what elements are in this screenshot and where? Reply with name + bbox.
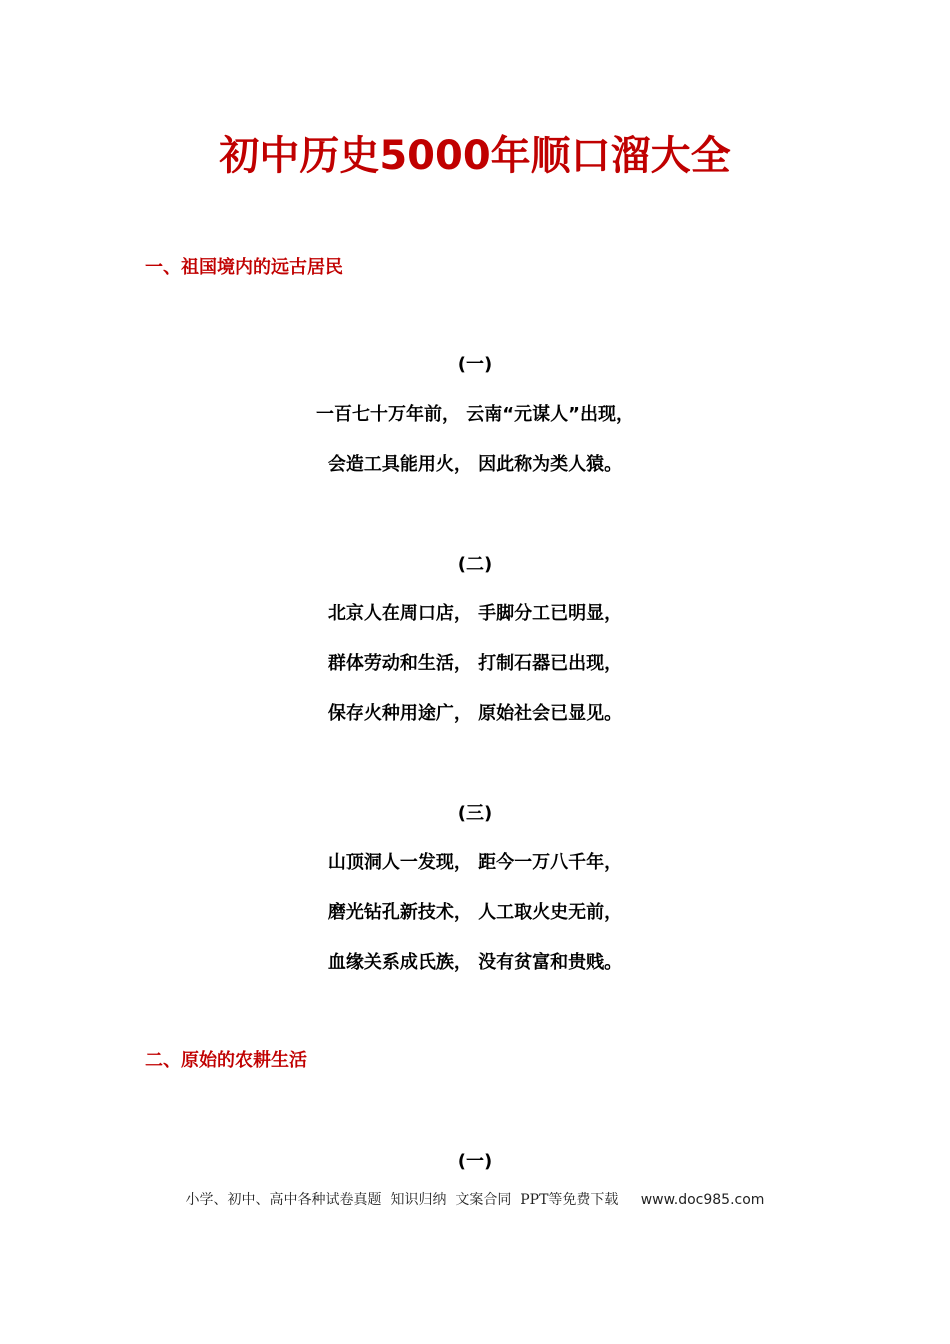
section-heading-1: 一、祖国境内的远古居民 [145, 257, 343, 278]
verse-line: 保存火种用途广， 原始社会已显见。 [327, 703, 623, 724]
document-title: 初中历史5000年顺口溜大全 [219, 133, 731, 179]
verse-line: 会造工具能用火， 因此称为类人猿。 [327, 454, 623, 475]
stanza-label: (三) [457, 803, 493, 824]
stanza-label: (一) [457, 1151, 493, 1172]
verse-line: 磨光钻孔新技术， 人工取火史无前， [327, 902, 623, 923]
footer [0, 1190, 950, 1210]
verse-line: 山顶洞人一发现， 距今一万八千年， [327, 852, 623, 873]
section-heading-2: 二、原始的农耕生活 [145, 1050, 307, 1071]
verse-line: 北京人在周口店， 手脚分工已明显， [327, 603, 623, 624]
verse-line: 血缘关系成氏族， 没有贫富和贵贱。 [327, 952, 623, 973]
stanza-label: (二) [457, 554, 493, 575]
stanza-label: (一) [457, 354, 493, 375]
verse-line: 一百七十万年前， 云南“元谋人”出现， [316, 404, 634, 425]
verse-line: 群体劳动和生活， 打制石器已出现， [327, 653, 623, 674]
footer-text: 小学、初中、高中各种试卷真题 知识归纳 文案合同 PPT等免费下载 [185, 1192, 619, 1208]
footer-url-link[interactable]: www.doc985.com [640, 1192, 765, 1208]
